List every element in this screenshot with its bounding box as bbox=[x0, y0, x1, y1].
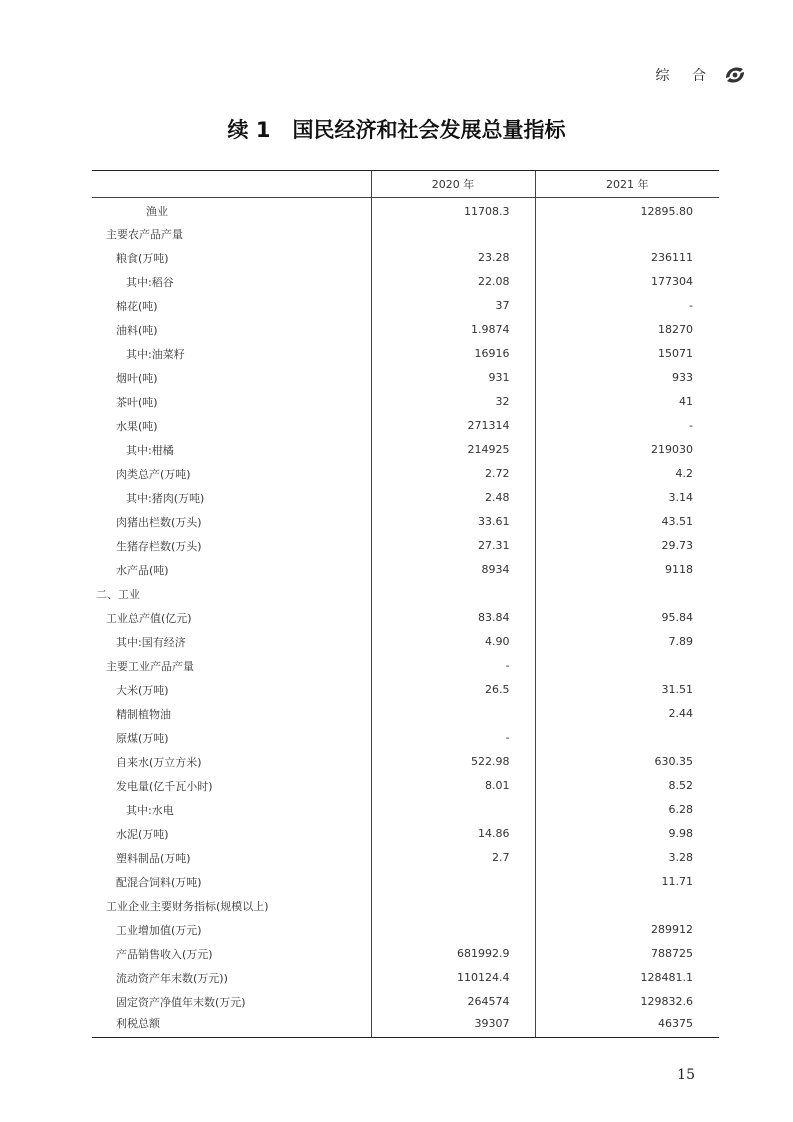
value-2021: 236111 bbox=[535, 246, 719, 270]
table-row bbox=[92, 630, 719, 654]
indicator-label: 流动资产年末数(万元)) bbox=[116, 971, 228, 985]
header-2021: 2021 年 bbox=[535, 171, 719, 198]
table-title: 国民经济和社会发展总量指标 bbox=[292, 118, 566, 142]
header-indicator bbox=[92, 171, 371, 198]
table-row bbox=[92, 702, 719, 726]
indicator-label: 利税总额 bbox=[92, 1014, 371, 1038]
value-2021: 788725 bbox=[535, 942, 719, 966]
table-header-row bbox=[92, 171, 719, 198]
value-2021: 2.44 bbox=[535, 702, 719, 726]
value-2020: 4.90 bbox=[371, 630, 535, 654]
value-2020: 14.86 bbox=[371, 822, 535, 846]
indicator-label: 烟叶(吨) bbox=[116, 371, 158, 385]
value-2021: 29.73 bbox=[535, 534, 719, 558]
indicator-label: 生猪存栏数(万头) bbox=[116, 539, 202, 553]
value-2021 bbox=[535, 582, 719, 606]
value-2020: 931 bbox=[371, 366, 535, 390]
value-2021 bbox=[535, 726, 719, 750]
table-row bbox=[92, 534, 719, 558]
value-2021 bbox=[535, 654, 719, 678]
value-2020: 83.84 bbox=[371, 606, 535, 630]
value-2021: 3.28 bbox=[535, 846, 719, 870]
value-2020: 27.31 bbox=[371, 534, 535, 558]
table-row bbox=[92, 342, 719, 366]
indicator-label: 主要农产品产量 bbox=[106, 227, 183, 241]
value-2021: 31.51 bbox=[535, 678, 719, 702]
table-row bbox=[92, 726, 719, 750]
table-body bbox=[92, 198, 719, 1038]
indicator-label: 其中:稻谷 bbox=[126, 275, 174, 289]
value-2021: 95.84 bbox=[535, 606, 719, 630]
value-2021: 18270 bbox=[535, 318, 719, 342]
indicator-label: 其中:水电 bbox=[126, 803, 174, 817]
indicator-label: 工业企业主要财务指标(规模以上) bbox=[106, 899, 269, 913]
value-2020 bbox=[371, 702, 535, 726]
table-row bbox=[92, 654, 719, 678]
table-row bbox=[92, 366, 719, 390]
value-2021: 933 bbox=[535, 366, 719, 390]
indicator-label: 原煤(万吨) bbox=[116, 731, 169, 745]
value-2020: 11708.3 bbox=[371, 198, 535, 222]
indicator-label: 茶叶(吨) bbox=[116, 395, 158, 409]
value-2020 bbox=[371, 222, 535, 246]
section-header bbox=[656, 62, 747, 88]
table-row bbox=[92, 1014, 719, 1038]
header-2020: 2020 年 bbox=[371, 171, 535, 198]
value-2021: 289912 bbox=[535, 918, 719, 942]
value-2021: 12895.80 bbox=[535, 198, 719, 222]
table-row bbox=[92, 222, 719, 246]
table-row bbox=[92, 678, 719, 702]
value-2020 bbox=[371, 894, 535, 918]
value-2021: 7.89 bbox=[535, 630, 719, 654]
value-2020: 23.28 bbox=[371, 246, 535, 270]
value-2021: 219030 bbox=[535, 438, 719, 462]
indicator-label: 其中:柑橘 bbox=[126, 443, 174, 457]
value-2021 bbox=[535, 894, 719, 918]
indicator-label: 大米(万吨) bbox=[116, 683, 169, 697]
value-2020: 32 bbox=[371, 390, 535, 414]
value-2020: 2.48 bbox=[371, 486, 535, 510]
table-row bbox=[92, 270, 719, 294]
value-2020: 37 bbox=[371, 294, 535, 318]
table-row bbox=[92, 390, 719, 414]
value-2021: 43.51 bbox=[535, 510, 719, 534]
table-row bbox=[92, 294, 719, 318]
indicator-label: 油料(吨) bbox=[116, 323, 158, 337]
table-row bbox=[92, 582, 719, 606]
value-2021: 128481.1 bbox=[535, 966, 719, 990]
indicator-label: 精制植物油 bbox=[116, 707, 171, 721]
table-row bbox=[92, 870, 719, 894]
table-row bbox=[92, 462, 719, 486]
indicator-label: 塑料制品(万吨) bbox=[116, 851, 191, 865]
indicator-label: 发电量(亿千瓦小时) bbox=[116, 779, 213, 793]
indicator-label: 配混合饲料(万吨) bbox=[116, 875, 202, 889]
table-row bbox=[92, 822, 719, 846]
indicator-label: 水泥(万吨) bbox=[116, 827, 169, 841]
indicator-label: 产品销售收入(万元) bbox=[116, 947, 213, 961]
value-2020 bbox=[371, 870, 535, 894]
value-2021: 3.14 bbox=[535, 486, 719, 510]
value-2020: 39307 bbox=[371, 1014, 535, 1038]
value-2020 bbox=[371, 918, 535, 942]
value-2020 bbox=[371, 798, 535, 822]
indicator-label: 固定资产净值年末数(万元) bbox=[116, 995, 246, 1009]
table-row bbox=[92, 606, 719, 630]
section-label: 综 合 bbox=[655, 68, 715, 84]
indicator-label: 肉类总产(万吨) bbox=[116, 467, 191, 481]
page-title bbox=[0, 114, 793, 144]
value-2020: 264574 bbox=[371, 990, 535, 1014]
chapter-logo-icon bbox=[723, 63, 747, 87]
table-row bbox=[92, 966, 719, 990]
value-2020: 26.5 bbox=[371, 678, 535, 702]
value-2020: 22.08 bbox=[371, 270, 535, 294]
table-row bbox=[92, 318, 719, 342]
table-row bbox=[92, 942, 719, 966]
indicator-label: 肉猪出栏数(万头) bbox=[116, 515, 202, 529]
value-2020: 33.61 bbox=[371, 510, 535, 534]
value-2020: 214925 bbox=[371, 438, 535, 462]
indicator-label: 水产品(吨) bbox=[116, 563, 169, 577]
indicator-label: 其中:猪肉(万吨) bbox=[126, 491, 205, 505]
indicator-label: 自来水(万立方米) bbox=[116, 755, 202, 769]
value-2020: 110124.4 bbox=[371, 966, 535, 990]
table-row bbox=[92, 990, 719, 1014]
value-2020: 2.72 bbox=[371, 462, 535, 486]
value-2021: 630.35 bbox=[535, 750, 719, 774]
indicator-label: 工业总产值(亿元) bbox=[106, 611, 192, 625]
value-2021: 15071 bbox=[535, 342, 719, 366]
page-number: 15 bbox=[677, 1067, 695, 1083]
table-row bbox=[92, 750, 719, 774]
table-number: 续 1 bbox=[227, 118, 271, 142]
indicator-label: 棉花(吨) bbox=[116, 299, 158, 313]
table-row bbox=[92, 438, 719, 462]
table-row bbox=[92, 486, 719, 510]
value-2020: 522.98 bbox=[371, 750, 535, 774]
value-2021: - bbox=[535, 294, 719, 318]
value-2021: 4.2 bbox=[535, 462, 719, 486]
value-2021: - bbox=[535, 414, 719, 438]
value-2020: 1.9874 bbox=[371, 318, 535, 342]
table-row bbox=[92, 798, 719, 822]
value-2021: 6.28 bbox=[535, 798, 719, 822]
table-row bbox=[92, 198, 719, 222]
value-2021: 8.52 bbox=[535, 774, 719, 798]
indicator-label: 主要工业产品产量 bbox=[106, 659, 194, 673]
indicator-label: 水果(吨) bbox=[116, 419, 158, 433]
value-2020: - bbox=[371, 654, 535, 678]
indicator-label: 渔业 bbox=[146, 205, 168, 219]
value-2021: 9118 bbox=[535, 558, 719, 582]
indicator-label: 二、工业 bbox=[96, 587, 140, 601]
indicator-label: 粮食(万吨) bbox=[116, 251, 169, 265]
value-2020: 681992.9 bbox=[371, 942, 535, 966]
value-2021: 46375 bbox=[535, 1014, 719, 1038]
indicator-table bbox=[92, 170, 719, 1038]
table-row bbox=[92, 894, 719, 918]
value-2021: 41 bbox=[535, 390, 719, 414]
value-2020: 16916 bbox=[371, 342, 535, 366]
table-row bbox=[92, 246, 719, 270]
value-2020: 2.7 bbox=[371, 846, 535, 870]
table-row bbox=[92, 510, 719, 534]
indicator-label: 工业增加值(万元) bbox=[116, 923, 202, 937]
table-row bbox=[92, 414, 719, 438]
value-2021: 177304 bbox=[535, 270, 719, 294]
table-row bbox=[92, 774, 719, 798]
value-2021: 11.71 bbox=[535, 870, 719, 894]
value-2020 bbox=[371, 582, 535, 606]
indicator-label: 其中:国有经济 bbox=[116, 635, 186, 649]
value-2020: - bbox=[371, 726, 535, 750]
value-2020: 271314 bbox=[371, 414, 535, 438]
indicator-label: 其中:油菜籽 bbox=[126, 347, 185, 361]
value-2020: 8934 bbox=[371, 558, 535, 582]
value-2021 bbox=[535, 222, 719, 246]
table-row bbox=[92, 846, 719, 870]
value-2021: 129832.6 bbox=[535, 990, 719, 1014]
value-2020: 8.01 bbox=[371, 774, 535, 798]
table-row bbox=[92, 918, 719, 942]
value-2021: 9.98 bbox=[535, 822, 719, 846]
table-row bbox=[92, 558, 719, 582]
